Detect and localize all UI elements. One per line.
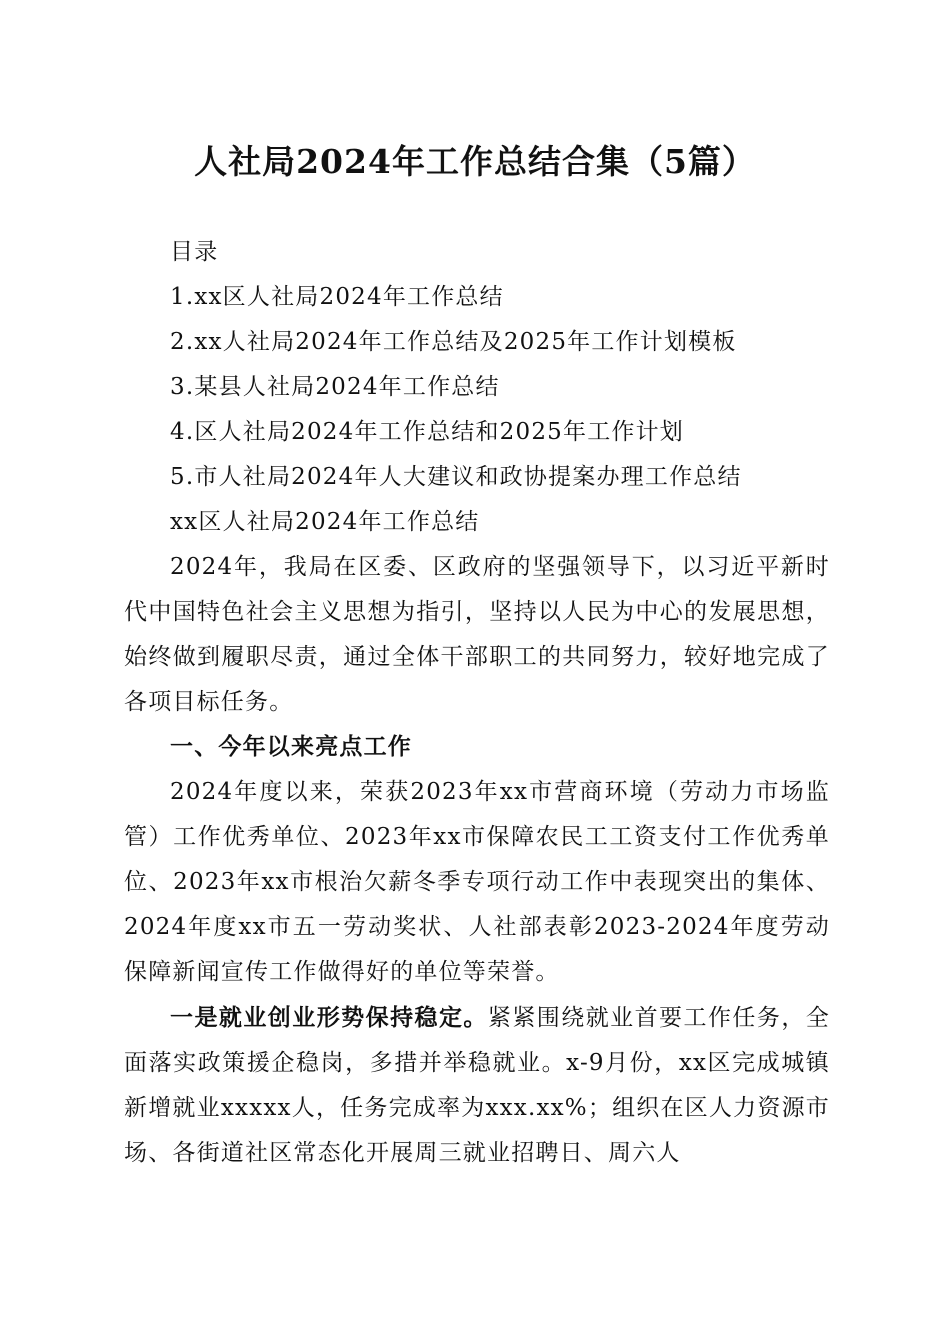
employment-text: 紧紧围绕就业首要工作任务，全面落实政策援企稳岗，多措并举稳就业。x-9月份，xx区完成城镇新增就业xxxxx人，任务完成率为xxx.xx%；组织在区人力资源市场、各街道社区常态化开展周三就业招聘日、周六人 bbox=[124, 1005, 830, 1166]
toc-heading: 目录 bbox=[170, 239, 219, 265]
honors-paragraph: 2024年度以来，荣获2023年xx市营商环境（劳动力市场监管）工作优秀单位、2023年xx市保障农民工工资支付工作优秀单位、2023年xx市根治欠薪冬季专项行动工作中表现突出的集体、2024年度xx市五一劳动奖状、人社部表彰2023-2024年度劳动保障新闻宣传工作做得好的单位等荣誉。 bbox=[124, 779, 830, 985]
article-title: xx区人社局2024年工作总结 bbox=[170, 509, 480, 535]
employment-paragraph bbox=[124, 995, 830, 1176]
toc-item: 1.xx区人社局2024年工作总结 bbox=[170, 284, 504, 310]
toc-item: 2.xx人社局2024年工作总结及2025年工作计划模板 bbox=[170, 329, 737, 355]
toc-item: 4.区人社局2024年工作总结和2025年工作计划 bbox=[170, 419, 685, 445]
section-heading: 一、今年以来亮点工作 bbox=[170, 734, 412, 760]
toc-item: 3.某县人社局2024年工作总结 bbox=[170, 374, 500, 400]
intro-paragraph: 2024年，我局在区委、区政府的坚强领导下，以习近平新时代中国特色社会主义思想为指引，坚持以人民为中心的发展思想，始终做到履职尽责，通过全体干部职工的共同努力，较好地完成了各项目标任务。 bbox=[124, 554, 830, 715]
employment-lead: 一是就业创业形势保持稳定。 bbox=[170, 1004, 488, 1031]
document-body bbox=[124, 230, 830, 1176]
toc-item: 5.市人社局2024年人大建议和政协提案办理工作总结 bbox=[170, 464, 742, 490]
document-title: 人社局2024年工作总结合集（5篇） bbox=[194, 142, 756, 181]
